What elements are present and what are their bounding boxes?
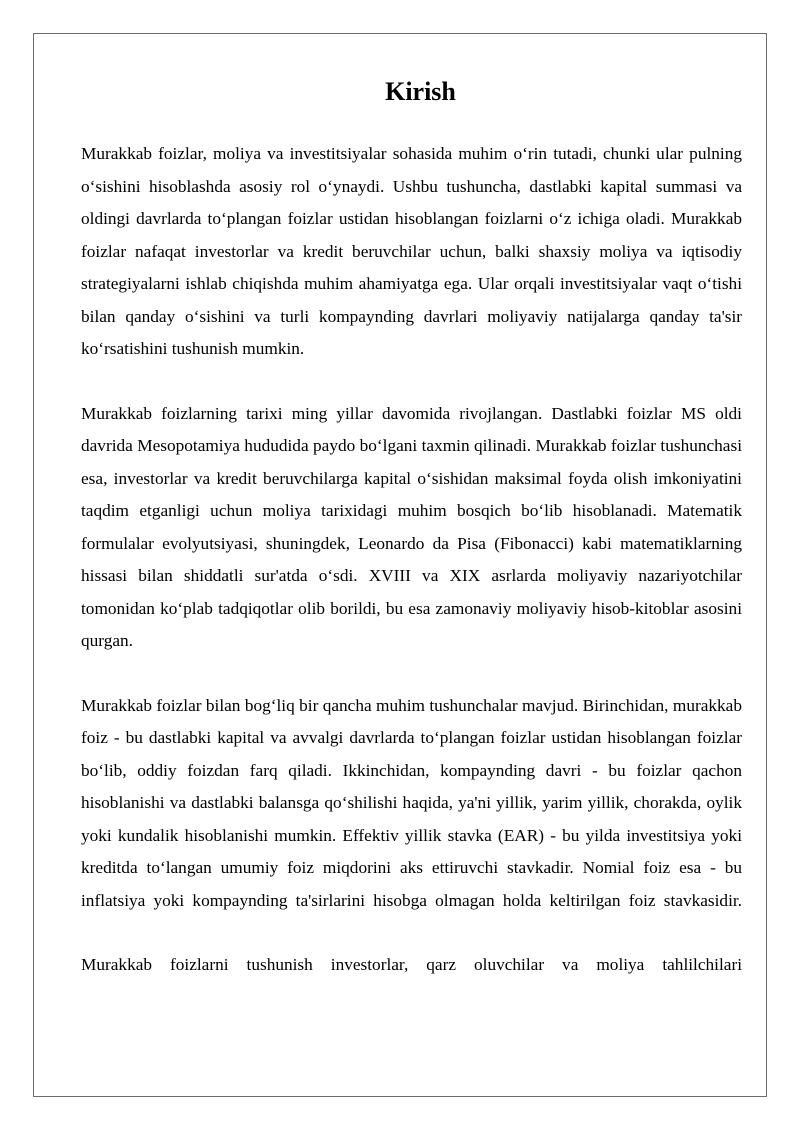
document-title: Kirish (385, 77, 456, 106)
paragraph-concepts: Murakkab foizlar bilan bog‘liq bir qancha muhim tushunchalar mavjud. Birinchidan, murakkab foiz - bu dastlabki kapital va avvalgi davrlarda to‘plangan foizlar ustidan hisoblangan foizlar bo‘lib, oddiy foizdan farq qiladi. Ikkinchidan, kompaynding davri - bu foizlar qachon hisoblanishi va dastlabki balansga qo‘shilishi haqida, ya'ni yillik, yarim yillik, chorakda, oylik yoki kundalik hisoblanishi mumkin. Effektiv yillik stavka (EAR) - bu yilda investitsiya yoki kreditda to‘langan umumiy foiz miqdorini aks ettiruvchi stavkadir. Nomial foiz esa - bu inflatsiya yoki kompaynding ta'sirlarini hisobga olmagan holda keltirilgan foiz stavkasidir. (81, 695, 742, 910)
paragraph-introduction: Murakkab foizlar, moliya va investitsiyalar sohasida muhim o‘rin tutadi, chunki ular pulning o‘sishini hisoblashda asosiy rol o‘ynaydi. Ushbu tushuncha, dastlabki kapital summasi va oldingi davrlarda to‘plangan foizlar ustidan hisoblangan foizlarni o‘z ichiga oladi. Murakkab foizlar nafaqat investorlar va kredit beruvchilar uchun, balki shaxsiy moliya va iqtisodiy strategiyalarni ishlab chiqishda muhim ahamiyatga ega. Ular orqali investitsiyalar vaqt o‘tishi bilan qanday o‘sishini va turli kompaynding davrlari moliyaviy natijalarga qanday ta'sir ko‘rsatishini tushunish mumkin. (81, 144, 742, 358)
paragraph-history: Murakkab foizlarning tarixi ming yillar davomida rivojlangan. Dastlabki foizlar MS oldi davrida Mesopotamiya hududida paydo bo‘lgani taxmin qilinadi. Murakkab foizlar tushunchasi esa, investorlar va kredit beruvchilarga kapital o‘sishidan maksimal foyda olish imkoniyatini taqdim etganligi uchun moliya tarixidagi muhim bosqich bo‘lib hisoblanadi. Matematik formulalar evolyutsiyasi, shuningdek, Leonardo da Pisa (Fibonacci) kabi matematiklarning hissasi bilan shiddatli sur'atda o‘sdi. XVIII va XIX asrlarda moliyaviy nazariyotchilar tomonidan ko‘plab tadqiqotlar olib borildi, bu esa zamonaviy moliyaviy hisob-kitoblar asosini qurgan. (81, 403, 742, 650)
paragraph-continuation: Murakkab foizlarni tushunish investorlar, qarz oluvchilar va moliya tahlilchilari (81, 955, 742, 974)
document-body (81, 72, 742, 982)
